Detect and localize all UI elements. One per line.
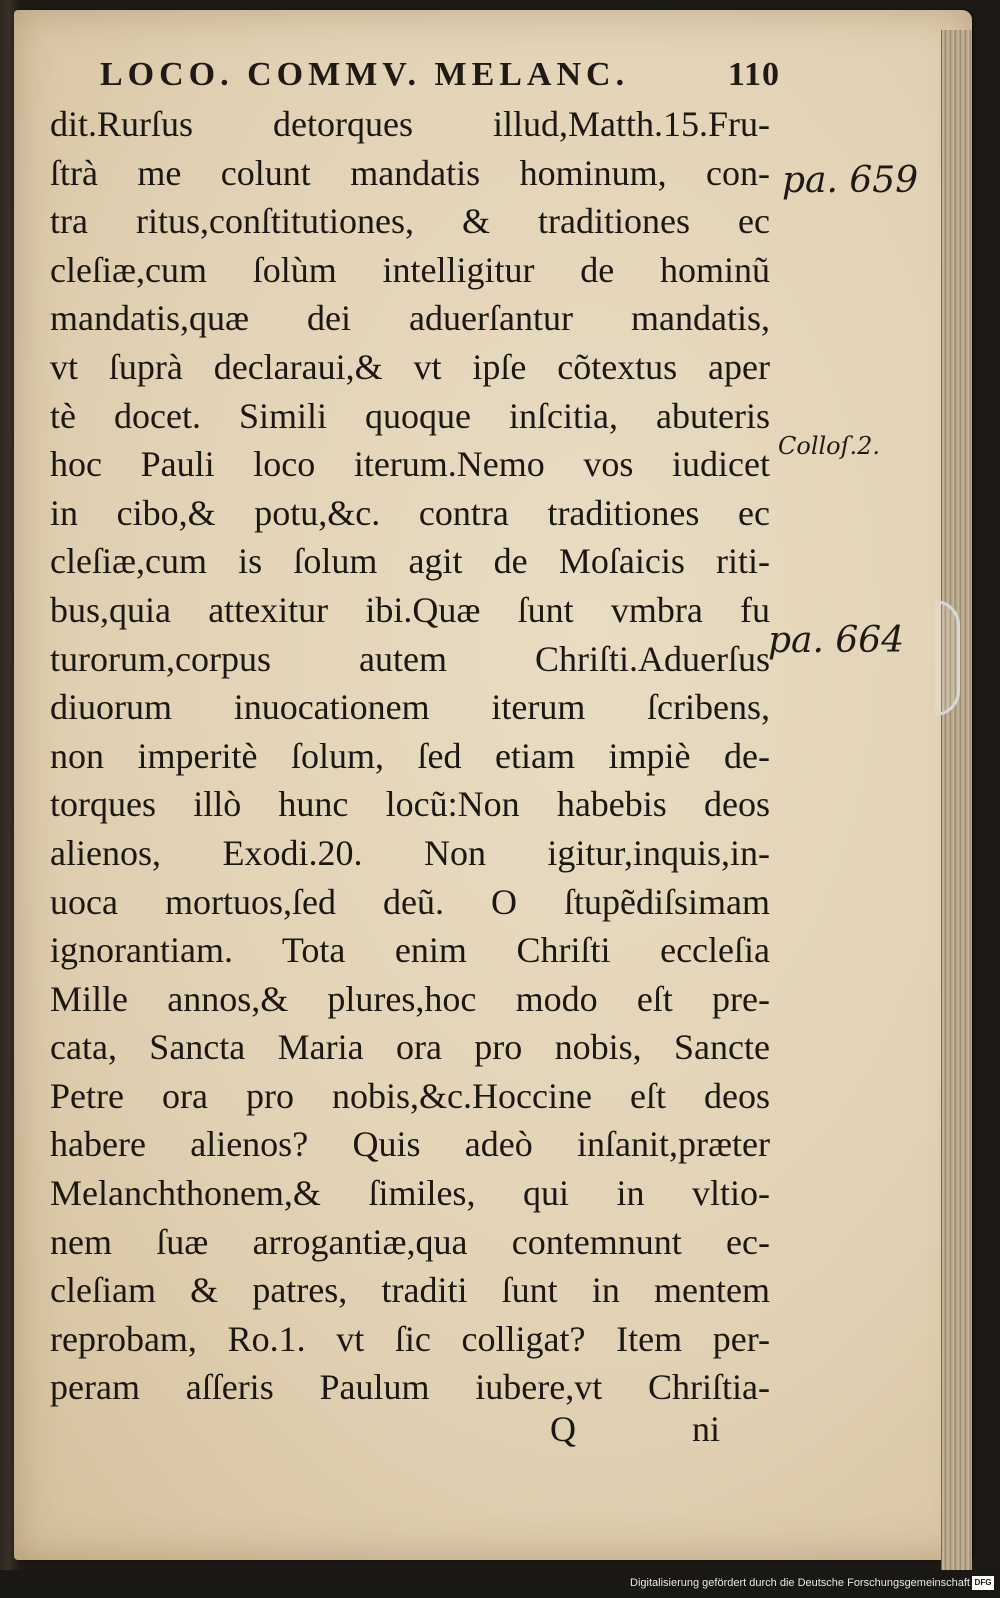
page-clip xyxy=(935,600,960,716)
running-header xyxy=(100,56,780,106)
catchword: ni xyxy=(692,1409,721,1449)
text-line: dit.Rurſus detorques illud,Matth.15.Fru- xyxy=(50,104,770,144)
page-foot xyxy=(540,1408,740,1458)
text-line: tè docet. Simili quoque inſcitia, abuteris xyxy=(50,395,770,436)
folio-number: 110 xyxy=(727,56,780,93)
text-line: hoc Pauli loco iterum.Nemo vos iudicet xyxy=(50,444,770,485)
text-line: in cibo,& potu,&c. contra traditiones ec xyxy=(50,492,770,533)
text-line: non imperitè ſolum, ſed etiam impiè de- xyxy=(50,735,770,776)
signature-mark: Q xyxy=(550,1409,576,1449)
page-edges xyxy=(941,30,972,1570)
show-through xyxy=(814,700,944,1300)
running-title: LOCO. COMMV. MELANC. xyxy=(100,56,630,93)
text-line: habere alienos? Quis adeò inſanit,præter xyxy=(50,1124,770,1165)
text-line: vt ſuprà declaraui,& vt ipſe cõtextus aper xyxy=(50,346,770,387)
text-line: ignorantiam. Tota enim Chriſti eccleſia xyxy=(50,930,770,971)
text-line: uoca mortuos,ſed deũ. O ſtupẽdiſsimam xyxy=(50,881,770,922)
text-line: Mille annos,& plures,hoc modo eſt pre- xyxy=(50,978,770,1019)
margin-note-1: pa. 659 xyxy=(782,160,919,201)
margin-note-2: Colloſ.2. xyxy=(778,432,881,460)
text-line: diuorum inuocationem iterum ſcribens, xyxy=(50,687,770,728)
dfg-logo: DFG xyxy=(972,1576,994,1590)
text-line: cleſiæ,cum ſolùm intelligitur de hominũ xyxy=(50,249,770,290)
text-line: peram aſſeris Paulum iubere,vt Chriſtia- xyxy=(50,1367,770,1408)
text-line: nem ſuæ arrogantiæ,qua contemnunt ec- xyxy=(50,1221,770,1262)
funding-credit: Digitalisierung gefördert durch die Deutsche Forschungsgemeinschaft xyxy=(630,1577,970,1589)
text-line: Petre ora pro nobis,&c.Hoccine eſt deos xyxy=(50,1075,770,1116)
text-line: tra ritus,conſtitutiones, & traditiones ec xyxy=(50,201,770,242)
text-line: turorum,corpus autem Chriſti.Aduerſus xyxy=(50,638,770,679)
text-line: cleſiam & patres, traditi ſunt in mentem xyxy=(50,1270,770,1311)
margin-note-3: pa. 664 xyxy=(768,620,905,661)
text-line: alienos, Exodi.20. Non igitur,inquis,in- xyxy=(50,832,770,873)
text-line: Melanchthonem,& ſimiles, qui in vltio- xyxy=(50,1173,770,1214)
text-line: cleſiæ,cum is ſolum agit de Moſaicis riti- xyxy=(50,541,770,582)
text-line: mandatis,quæ dei aduerſantur mandatis, xyxy=(50,298,770,339)
text-line: reprobam, Ro.1. vt ſic colligat? Item per- xyxy=(50,1318,770,1359)
text-line: cata, Sancta Maria ora pro nobis, Sancte xyxy=(50,1027,770,1068)
body-text xyxy=(50,100,770,1412)
text-line: ſtrà me colunt mandatis hominum, con- xyxy=(50,152,770,193)
footer-bar xyxy=(0,1570,1000,1598)
text-line: torques illò hunc locũ:Non habebis deos xyxy=(50,784,770,825)
text-line: bus,quia attexitur ibi.Quæ ſunt vmbra fu xyxy=(50,589,770,630)
